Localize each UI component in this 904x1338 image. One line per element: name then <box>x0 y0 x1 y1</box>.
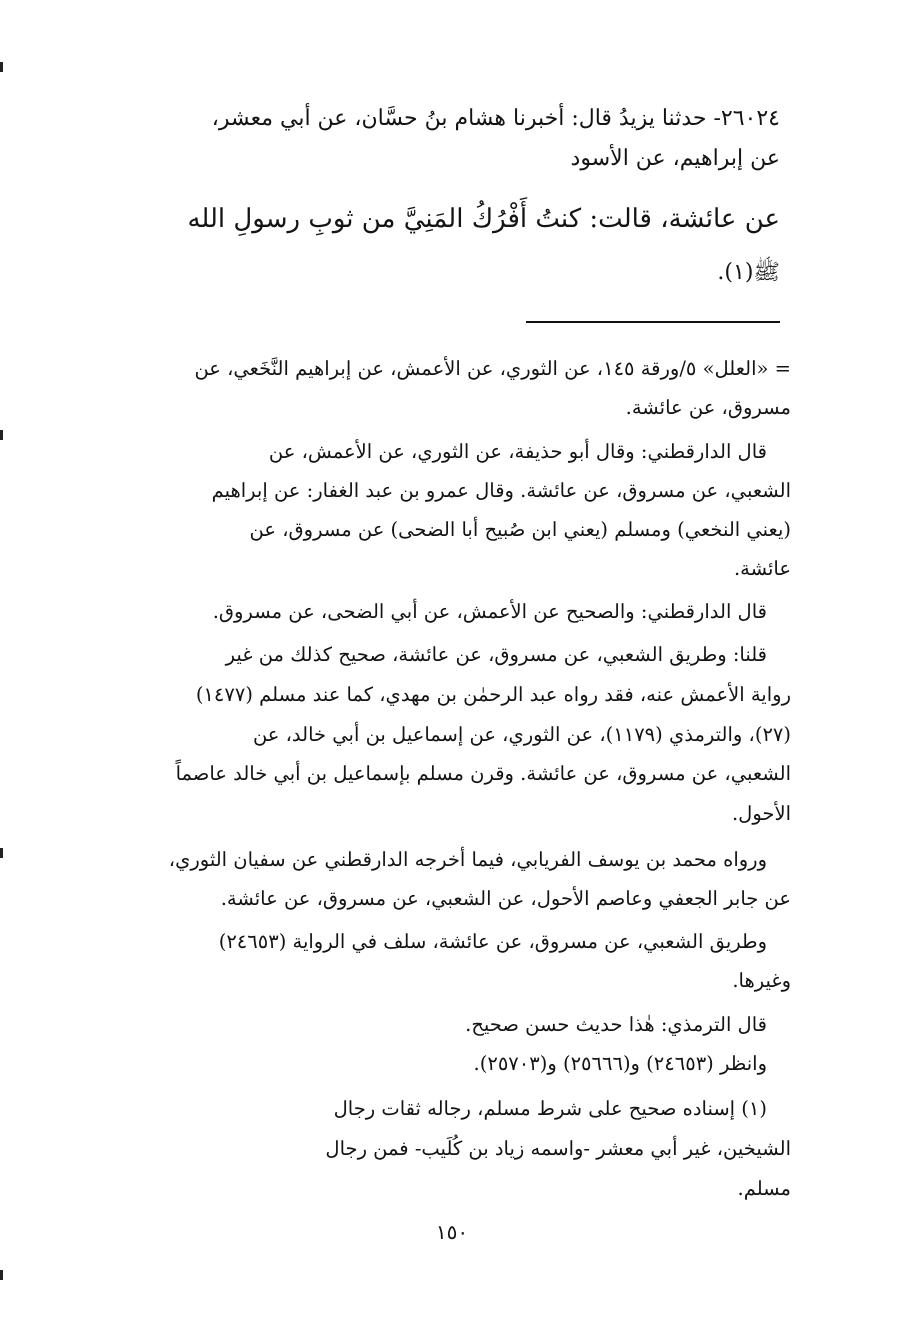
note-line: (يعني النخعي) ومسلم (يعني ابن صُبيح أبا الضحى) عن مسروق، عن <box>249 518 791 541</box>
hadith-line: عن عائشة، قالت: كنتُ أَفْرُكُ المَنِيَّ من ثوبِ رسولِ الله <box>187 204 780 234</box>
note-line: الأحول. <box>731 802 791 825</box>
note-line: قال الدارقطني: وقال أبو حذيفة، عن الثوري، عن الأعمش، عن <box>268 440 767 463</box>
note-line: رواية الأعمش عنه، فقد رواه عبد الرحمٰن بن مهدي، كما عند مسلم (١٤٧٧) <box>195 683 791 706</box>
note-line: = «العلل» ٥/ورقة ١٤٥، عن الثوري، عن الأعمش، عن إبراهيم النَّخَعي، عن <box>194 357 791 380</box>
note-line: (١) إسناده صحيح على شرط مسلم، رجاله ثقات رجال <box>333 1097 767 1120</box>
binding-mark <box>0 848 3 858</box>
note-line: قلنا: وطريق الشعبي، عن مسروق، عن عائشة، صحيح كذلك من غير <box>225 643 767 666</box>
note-line: قال الدارقطني: والصحيح عن الأعمش، عن أبي الضحى، عن مسروق. <box>212 600 767 623</box>
page-number: ١٥٠ <box>435 1220 469 1244</box>
note-line: مسلم. <box>737 1177 791 1200</box>
note-line: الشعبي، عن مسروق، عن عائشة. وقال عمرو بن عبد الغفار: عن إبراهيم <box>211 479 791 502</box>
note-line: وطريق الشعبي، عن مسروق، عن عائشة، سلف في الرواية (٢٤٦٥٣) <box>218 930 767 953</box>
binding-mark <box>0 1270 3 1280</box>
binding-mark <box>0 62 3 72</box>
note-line: (٢٧)، والترمذي (١١٧٩)، عن الثوري، عن إسماعيل بن أبي خالد، عن <box>252 723 791 746</box>
hadith-line: ﷺ(١). <box>717 260 780 285</box>
note-line: عن جابر الجعفي وعاصم الأحول، عن الشعبي، عن مسروق، عن عائشة. <box>220 887 791 910</box>
note-line: قال الترمذي: هٰذا حديث حسن صحيح. <box>465 1013 767 1036</box>
note-line: وانظر (٢٤٦٥٣) و(٢٥٦٦٦) و(٢٥٧٠٣). <box>473 1052 767 1075</box>
binding-mark <box>0 430 3 440</box>
footnotes <box>91 0 791 1220</box>
note-line: الشعبي، عن مسروق، عن عائشة. وقرن مسلم بإسماعيل بن أبي خالد عاصماً <box>175 762 791 785</box>
note-line: ورواه محمد بن يوسف الفريابي، فيما أخرجه الدارقطني عن سفيان الثوري، <box>168 848 767 871</box>
note-line: مسروق، عن عائشة. <box>625 396 791 419</box>
hadith-line: ٢٦٠٢٤- حدثنا يزيدُ قال: أخبرنا هشام بنُ حسَّان، عن أبي معشر، <box>211 106 780 131</box>
hadith-line: عن إبراهيم، عن الأسود <box>570 146 780 171</box>
note-line: عائشة. <box>733 557 791 580</box>
note-line: الشيخين، غير أبي معشر -واسمه زياد بن كُلَيب- فمن رجال <box>325 1137 791 1160</box>
note-line: وغيرها. <box>732 969 791 992</box>
